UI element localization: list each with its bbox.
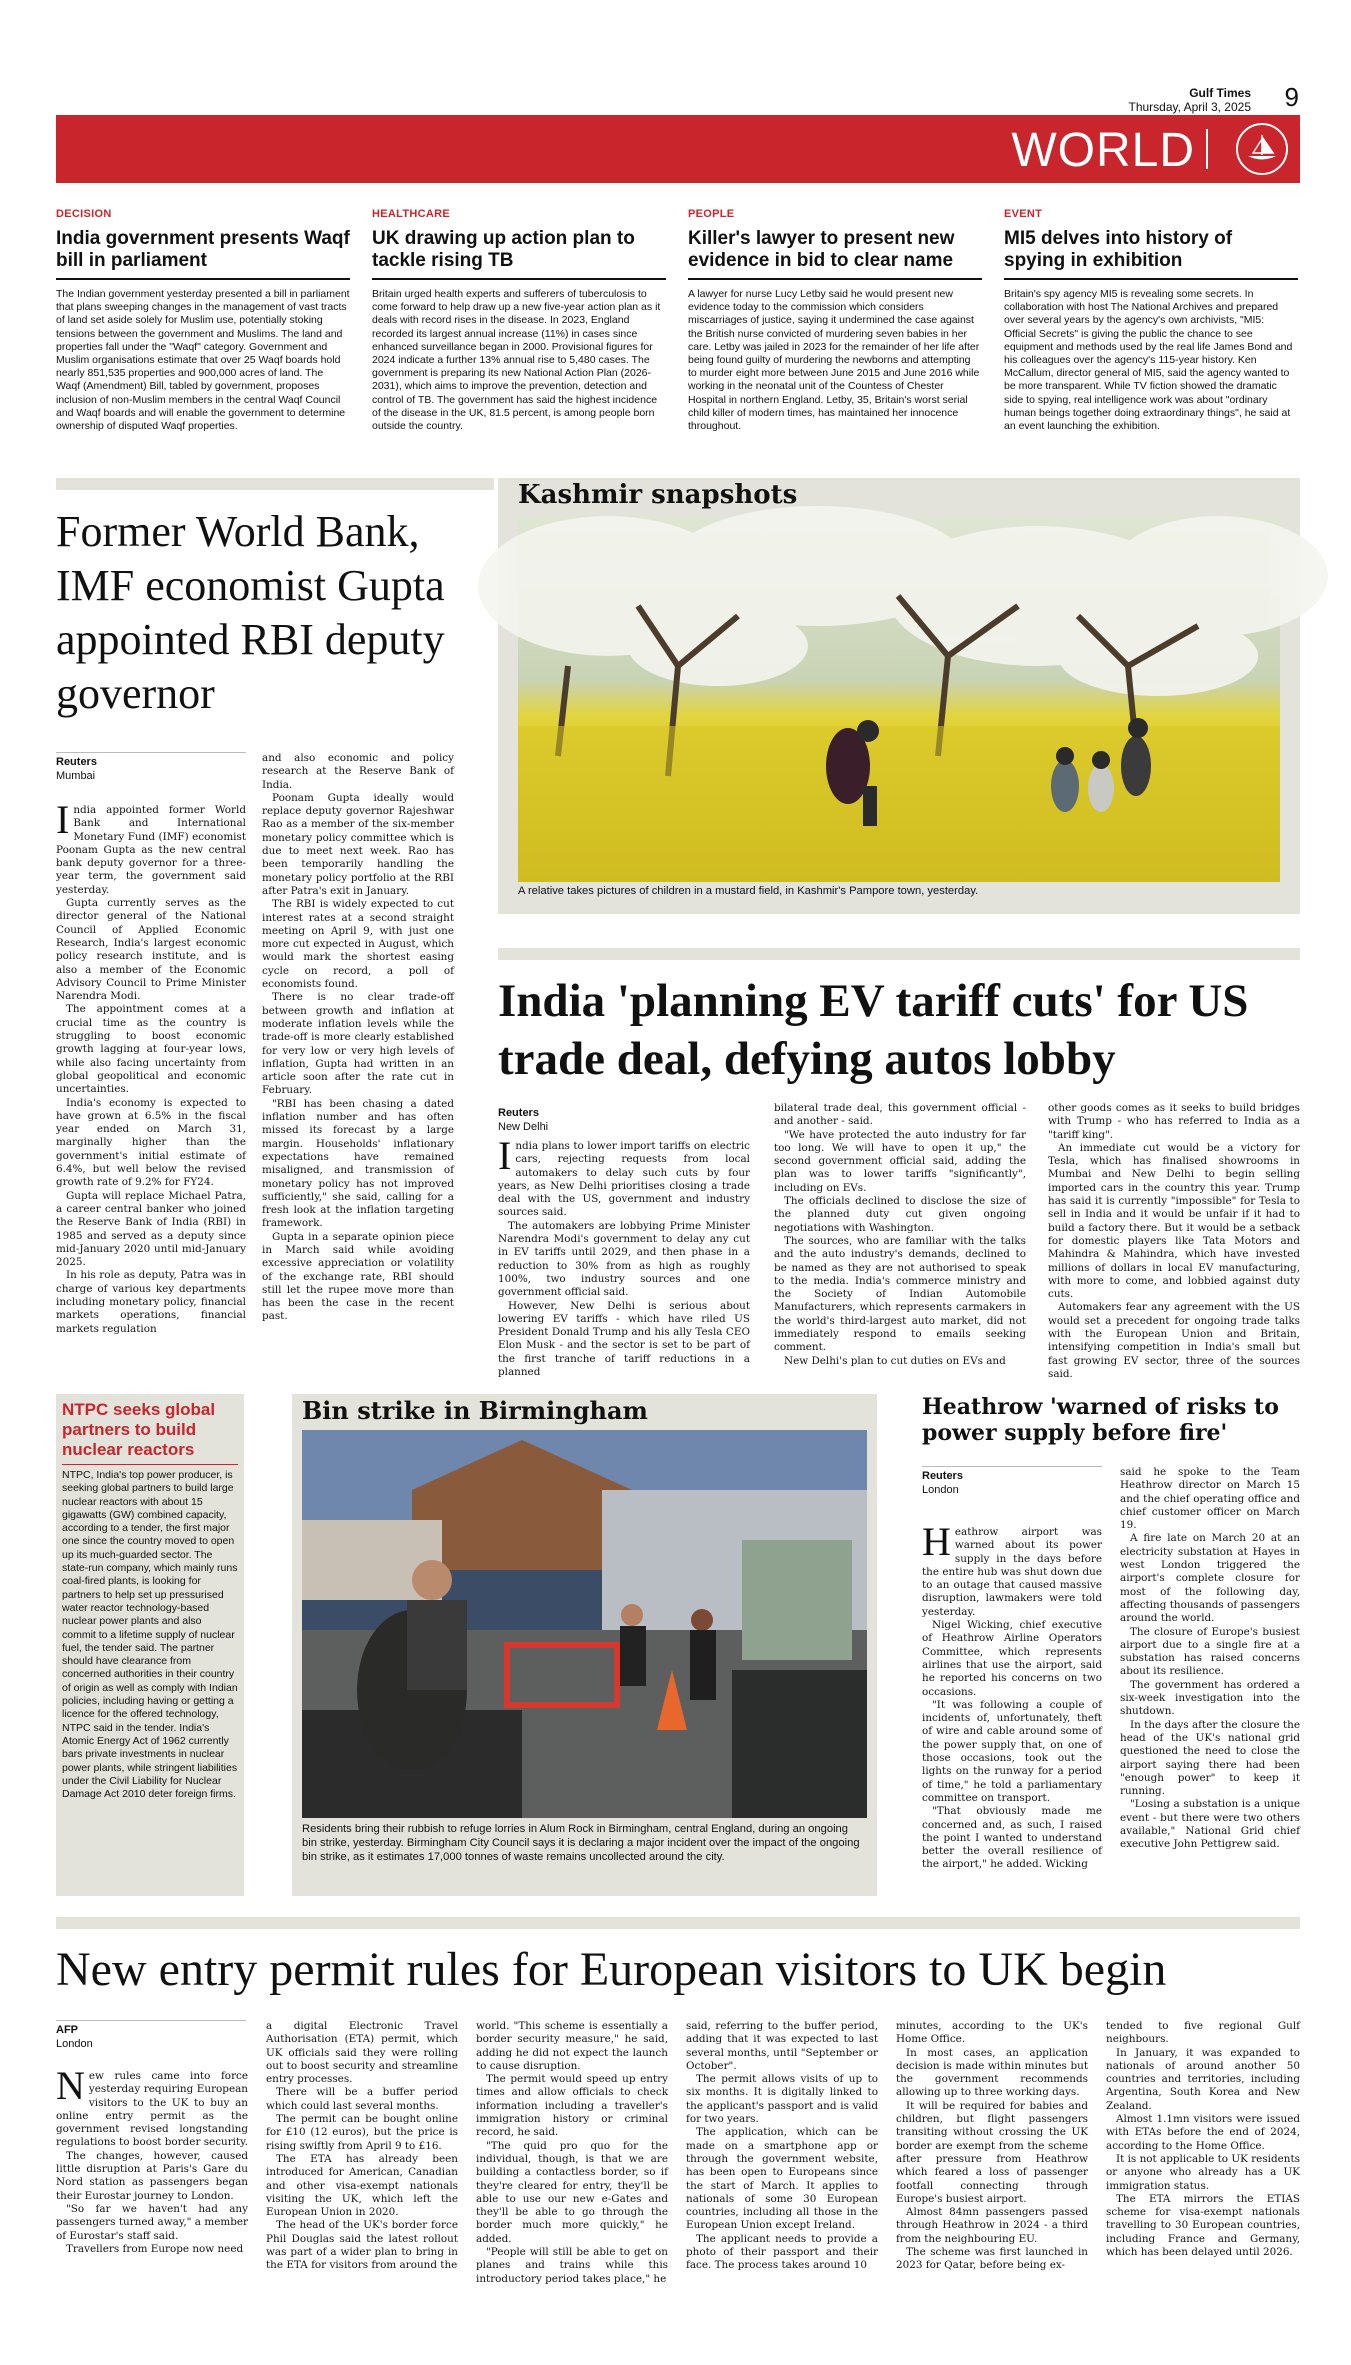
paragraph: The permit can be bought online for £10 (12 euros), but the price is rising swiftly from April 9 to £16.	[266, 2113, 458, 2152]
paragraph: "It was following a couple of incidents of, unfortunately, theft of wire and cable around some of the power supply that, on one of those occasions, took out the lights on the runway for a period of time," he told a parliamentary committee on transport.	[922, 1698, 1102, 1804]
paragraph: The application, which can be made on a smartphone app or through the government website, has been open to Europeans since the start of March. It applies to nationals of some 30 European countries, including all those in the European Union except Ireland.	[686, 2126, 878, 2232]
paragraph: Almost 84mn passengers passed through Heathrow in 2024 - a third from the neighbouring EU.	[896, 2206, 1088, 2245]
dropcap: I	[498, 1133, 512, 1178]
paragraph: The sources, who are familiar with the talks and the auto industry's demands, declined to be named as they are not authorised to speak to the media. India's commerce ministry and the Society of Indian Automobile Manufacturers, which represents carmakers in the world's third-largest auto market, did not immediately respond to emails seeking comment.	[774, 1234, 1026, 1354]
paragraph: The government has ordered a six-week investigation into the shutdown.	[1120, 1678, 1300, 1718]
paragraph: Automakers fear any agreement with the US would set a precedent for ongoing trade talks with the European Union and Britain, intensifying competition in India's small but fast growing EV sector, three of the sources said.	[1048, 1301, 1300, 1380]
eta-column-5	[896, 2020, 1088, 2350]
section-rule	[56, 478, 494, 490]
paragraph: However, New Delhi is serious about lowering EV tariffs - which have riled US President Donald Trump and his ally Tesla CEO Elon Musk - and the sector is set to be part of the first tranche of tariff reductions in a planned	[498, 1299, 750, 1379]
paragraph: Gupta in a separate opinion piece in March said while avoiding excessive appreciation or volatility of the exchange rate, RBI should still let the rupee move more than has been the case in the recent past.	[262, 1230, 454, 1323]
kashmir-panel	[498, 478, 1300, 914]
paragraph: A fire late on March 20 at an electricity substation at Hayes in west London triggered the airport's complete closure for most of the following day, affecting thousands of passengers around the world.	[1120, 1532, 1300, 1625]
paragraph: Gupta will replace Michael Patra, a career central banker who joined the Reserve Bank of India (RBI) in 1985 and served as a deputy since mid-January 2020 until mid-January 2025.	[56, 1189, 246, 1269]
paragraph: The changes, however, caused little disruption at Paris's Gare du Nord station as passengers began their Eurostar journey to London.	[56, 2149, 248, 2202]
paragraph: Nigel Wicking, chief executive of Heathrow Airline Operators Committee, which represents airlines that use the airport, said he reported his concerns on two occasions.	[922, 1619, 1102, 1698]
paragraph: tended to five regional Gulf neighbours.	[1106, 2020, 1300, 2046]
byline-agency: Reuters	[922, 1470, 963, 1482]
brief-headline[interactable]: Killer's lawyer to present new evidence in bid to clear name	[688, 228, 982, 280]
paragraph: "That obviously made me concerned and, as such, I raised the point I wanted to understand better the overall resilience of the airport," he added. Wicking	[922, 1805, 1102, 1871]
paragraph: eathrow airport was warned about its power supply in the days before the entire hub was shut down due to an outage that caused massive disruption, lawmakers were told yesterday.	[922, 1526, 1102, 1618]
section-title: WORLD	[1011, 124, 1195, 177]
byline-place: London	[922, 1484, 959, 1496]
byline-agency: Reuters	[56, 756, 97, 768]
heathrow-headline[interactable]: Heathrow 'warned of risks to power supply before fire'	[922, 1394, 1279, 1446]
bin-strike-panel	[292, 1394, 877, 1896]
publication-name: Gulf Times	[1189, 86, 1251, 100]
paragraph: The applicant needs to provide a photo of their passport and their face. The process takes around 10	[686, 2232, 878, 2272]
page-number: 9	[1284, 82, 1299, 112]
kashmir-photo	[518, 516, 1280, 882]
brief-category: DECISION	[56, 208, 112, 220]
paragraph: There will be a buffer period which could last several months.	[266, 2086, 458, 2112]
paragraph: "So far we haven't had any passengers turned away," a member of Eurostar's staff said.	[56, 2202, 248, 2242]
ev-column-2	[774, 1102, 1026, 1367]
paragraph: Travellers from Europe now need	[66, 2242, 244, 2255]
paragraph: The ETA has already been introduced for American, Canadian and other visa-exempt nationals visiting the UK, which left the European Union in 2020.	[266, 2152, 458, 2219]
eta-column-3	[476, 2020, 668, 2350]
paragraph: other goods comes as it seeks to build bridges with Trump - who has referred to India as a "tariff king".	[1048, 1102, 1300, 1141]
paragraph: The ETA mirrors the ETIAS scheme for visa-exempt nationals travelling to 30 European countries, including France and Germany, which has been delayed until 2026.	[1106, 2192, 1300, 2259]
paragraph: said he spoke to the Team Heathrow director on March 15 and the chief operating office and chief customer officer on March 19.	[1120, 1466, 1300, 1532]
byline-agency: Reuters	[498, 1107, 539, 1119]
section-rule	[56, 1917, 1300, 1929]
paragraph: It is not applicable to UK residents or anyone who already has a UK immigration status.	[1106, 2152, 1300, 2192]
rbi-byline	[56, 752, 246, 783]
brief-headline[interactable]: India government presents Waqf bill in parliament	[56, 228, 350, 280]
section-banner	[56, 115, 1300, 183]
paragraph: The closure of Europe's busiest airport due to a single fire at a substation has raised concerns about its resilience.	[1120, 1625, 1300, 1678]
paragraph: minutes, according to the UK's Home Office.	[896, 2020, 1088, 2046]
paragraph: "Losing a substation is a unique event - but there were two others available," National Grid chief executive John Pettigrew said.	[1120, 1798, 1300, 1851]
paragraph: The RBI is widely expected to cut interest rates at a second straight meeting on April 9, with just one more cut expected in August, which would mark the shortest easing cycle on record, a poll of economists found.	[262, 898, 454, 991]
eta-column-1	[56, 2063, 248, 2350]
paragraph: In most cases, an application decision is made within minutes but the government recommends allowing up to three working days.	[896, 2046, 1088, 2099]
ev-headline[interactable]: India 'planning EV tariff cuts' for US trade deal, defying autos lobby	[498, 975, 1249, 1085]
paragraph: ndia appointed former World Bank and International Monetary Fund (IMF) economist Poonam Gupta as the new central bank deputy governor for a three-year term, the government said yesterday.	[56, 804, 246, 896]
paragraph: world. "This scheme is essentially a border security measure," he said, adding he did not expect the launch to cause disruption.	[476, 2020, 668, 2072]
paragraph: The scheme was first launched in 2023 for Qatar, before being ex-	[896, 2246, 1088, 2272]
paragraph: and also economic and policy research at the Reserve Bank of India.	[262, 752, 454, 791]
brief-mi5	[1004, 208, 1298, 433]
paragraph: bilateral trade deal, this government official - and another - said.	[774, 1102, 1026, 1128]
byline-place: Mumbai	[56, 770, 96, 782]
heathrow-column-1	[922, 1519, 1102, 1896]
paragraph: The appointment comes at a crucial time as the country is struggling to boost economic growth lagging at four-year lows, while also facing uncertainty from global geopolitical and economic uncertainties.	[56, 1003, 246, 1096]
rbi-column-2	[262, 752, 454, 1342]
paragraph: Gupta currently serves as the director general of the National Council of Applied Economic Research, India's largest economic policy research institute, and is also a member of the Economic Advisory Council to Prime Minister Narendra Modi.	[56, 897, 246, 1003]
ev-byline	[498, 1106, 638, 1134]
dhow-logo-icon	[1236, 123, 1288, 175]
paragraph: New Delhi's plan to cut duties on EVs and	[784, 1354, 1006, 1367]
masthead	[1128, 86, 1251, 114]
kashmir-title: Kashmir snapshots	[518, 480, 798, 510]
ntpc-panel	[56, 1394, 244, 1896]
paragraph: The permit would speed up entry times and allow officials to check information including a traveller's immigration history or criminal record, he said.	[476, 2073, 668, 2139]
banner-divider	[1206, 129, 1208, 169]
brief-headline[interactable]: UK drawing up action plan to tackle rising TB	[372, 228, 666, 280]
brief-body: Britain urged health experts and sufferers of tuberculosis to come forward to help draw up a new five-year action plan as it deals with record rises in the disease. In 2023, England recorded its largest annual increase (11%) in cases since enhanced surveillance began in 2000. Provisional figures for 2024 indicate a further 13% annual rise to 5,480 cases. The government is preparing its new National Action Plan (2026-2031), which aims to improve the prevention, detection and control of TB. The government has said the highest incidence of the disease in the UK, 81.5 percent, is among people born outside the country.	[372, 288, 661, 433]
dropcap: H	[922, 1519, 951, 1564]
brief-headline[interactable]: MI5 delves into history of spying in exhibition	[1004, 228, 1298, 280]
paragraph: The automakers are lobbying Prime Minister Narendra Modi's government to delay any cut in EV tariffs until 2029, and then phase in a reduction to 30% from as high as roughly 100%, two industry sources and one government official said.	[498, 1219, 750, 1299]
brief-category: PEOPLE	[688, 208, 735, 220]
byline-agency: AFP	[56, 2024, 78, 2036]
bin-strike-title: Bin strike in Birmingham	[302, 1396, 648, 1425]
ev-column-1	[498, 1133, 750, 1379]
paragraph: India's economy is expected to have grown at 6.5% in the fiscal year ended on March 31, marginally higher than the government's initial estimate of 6.4%, but well below the revised growth rate of 9.2% for FY24.	[56, 1096, 246, 1189]
paragraph: In January, it was expanded to nationals of around another 50 countries and territories, including Argentina, South Korea and New Zealand.	[1106, 2046, 1300, 2112]
paragraph: said, referring to the buffer period, adding that it was expected to last several months, until "September or October".	[686, 2020, 878, 2072]
eta-column-4	[686, 2020, 878, 2350]
heathrow-column-2	[1120, 1466, 1300, 1896]
byline-place: New Delhi	[498, 1121, 549, 1133]
ntpc-headline[interactable]: NTPC seeks global partners to build nuclear reactors	[62, 1400, 238, 1465]
rbi-column-1	[56, 797, 246, 1335]
brief-category: HEALTHCARE	[372, 208, 450, 220]
paragraph: The officials declined to disclose the size of the planned duty cut given ongoing negotiations with Washington.	[774, 1195, 1026, 1234]
paragraph: Poonam Gupta ideally would replace deputy governor Rajeshwar Rao as a member of the six-member monetary policy committee which is due to meet next week. Rao has been temporarily handling the monetary policy portfolio at the RBI after Patra's exit in January.	[262, 791, 454, 897]
rbi-headline[interactable]: Former World Bank, IMF economist Gupta appointed RBI deputy governor	[56, 507, 445, 718]
eta-column-6	[1106, 2020, 1300, 2350]
brief-waqf	[56, 208, 350, 433]
paragraph: The head of the UK's border force Phil Douglas said the latest rollout was part of a wider plan to bring in the ETA for visitors from around the	[266, 2219, 458, 2272]
brief-letby	[688, 208, 982, 433]
paragraph: In the days after the closure the head of the UK's national grid questioned the need to close the airport saying there had been "enough power" to keep it running.	[1120, 1718, 1300, 1798]
section-rule	[498, 948, 1300, 960]
brief-body: Britain's spy agency MI5 is revealing some secrets. In collaboration with host The National Archives and prepared over several years by the agency's own archivists, "MI5: Official Secrets" is giving the public the chance to see equipment and methods used by the real life James Bond and his colleagues over the agency's 115-year history. Ken McCallum, director general of MI5, said the agency wanted to be more transparent. While TV fiction showed the dramatic side to spying, real intelligence work was about "ordinary human beings together doing extraordinary things", he said at an event launching the exhibition.	[1004, 288, 1293, 433]
eta-byline	[56, 2020, 246, 2051]
eta-column-2	[266, 2020, 458, 2350]
paragraph: "The quid pro quo for the individual, though, is that we are building a contactless border, so if they're cleared for entry, they'll be able to use our new e-Gates and they'll be able to go through the border much more quickly," he added.	[476, 2139, 668, 2245]
brief-tb	[372, 208, 666, 433]
eta-headline[interactable]: New entry permit rules for European visitors to UK begin	[56, 1943, 1167, 1996]
byline-place: London	[56, 2038, 93, 2050]
paragraph: Almost 1.1mn visitors were issued with ETAs before the end of 2024, according to the Home Office.	[1106, 2113, 1300, 2152]
dropcap: I	[56, 797, 70, 842]
bin-strike-caption: Residents bring their rubbish to refuge lorries in Alum Rock in Birmingham, central England, during an ongoing bin strike, yesterday. Birmingham City Council says it is declaring a major incident over the impact of the ongoing bin strike, as it estimates 17,000 tonnes of waste remains uncollected around the city.	[302, 1823, 860, 1863]
ntpc-body: NTPC, India's top power producer, is seeking global partners to build large nuclear reactors with about 15 gigawatts (GW) combined capacity, according to a tender, the first major one since the country moved to open up its much-guarded sector. The state-run company, which mainly runs coal-fired plants, is looking for partners to help set up pressurised water reactor technology-based nuclear power plants and also commit to a lifetime supply of nuclear fuel, the tender said. The partner should have clearance from concerned authorities in their country of origin as well as comply with Indian policies, including having or getting a licence for the offered technology, NTPC said in the tender. India's Atomic Energy Act of 1962 currently bars private investments in nuclear power plants, while stringent liabilities under the Civil Liability for Nuclear Damage Act 2010 deter foreign firms.	[62, 1469, 238, 1801]
ev-column-3	[1048, 1102, 1300, 1380]
paragraph: The permit allows visits of up to six months. It is digitally linked to the applicant's passport and is valid for two years.	[686, 2073, 878, 2126]
paragraph: ew rules came into force yesterday requiring European visitors to the UK to buy an online entry permit as the government revised longstanding regulations to boost border security.	[56, 2070, 248, 2149]
paragraph: In his role as deputy, Patra was in charge of various key departments including monetary policy, financial markets operations, financial markets regulation	[56, 1269, 246, 1335]
paragraph: An immediate cut would be a victory for Tesla, which has finalised showrooms in Mumbai and New Delhi to begin selling imported cars in the country this year. Trump has said it is currently "impossible" for Tesla to sell in India and it would be unfair if it had to build a factory there. But it would be a setback for domestic players like Tata Motors and Mahindra & Mahindra, which have invested millions of dollars in local EV manufacturing, with more to come, and lobbied against duty cuts.	[1048, 1141, 1300, 1301]
paragraph: "People will still be able to get on planes and trains while this introductory period takes place," he	[476, 2246, 668, 2285]
kashmir-caption: A relative takes pictures of children in a mustard field, in Kashmir's Pampore town, yesterday.	[518, 885, 979, 897]
paragraph: a digital Electronic Travel Authorisation (ETA) permit, which UK officials said they were rolling out to boost security and streamline entry processes.	[266, 2020, 458, 2086]
dropcap: N	[56, 2063, 85, 2108]
issue-date: Thursday, April 3, 2025	[1128, 100, 1251, 114]
paragraph: ndia plans to lower import tariffs on electric cars, rejecting requests from local automakers to delay such cuts by four years, as New Delhi prioritises closing a trade deal with the US, government and industry sources said.	[498, 1140, 750, 1219]
brief-category: EVENT	[1004, 208, 1043, 220]
bin-strike-photo	[302, 1430, 867, 1818]
heathrow-byline	[922, 1466, 1102, 1497]
paragraph: "We have protected the auto industry for far too long. We will have to open it up," the second government official said, adding the plan was to lower tariffs "significantly", including on EVs.	[774, 1128, 1026, 1194]
paragraph: It will be required for babies and children, but flight passengers transiting without crossing the UK border are exempt from the scheme after pressure from Heathrow which feared a loss of passenger footfall connecting through Europe's busiest airport.	[896, 2099, 1088, 2205]
paragraph: There is no clear trade-off between growth and inflation at moderate inflation levels while the trade-off is more clearly established for very low or very high levels of inflation, Gupta had written in an article soon after the rate cut in February.	[262, 991, 454, 1097]
brief-body: A lawyer for nurse Lucy Letby said he would present new evidence today to the commission which considers miscarriages of justice, saying it undermined the case against the British nurse convicted of murdering seven babies in her care. Letby was jailed in 2023 for the remainder of her life after being found guilty of murdering the newborns and attempting to murder eight more between June 2015 and June 2016 while working in the neonatal unit of the Countess of Chester Hospital in northern England. Letby, 35, Britain's worst serial child killer of modern times, has maintained her innocence throughout.	[688, 288, 980, 433]
brief-body: The Indian government yesterday presented a bill in parliament that plans sweeping changes in the management of vast tracts of land set aside solely for Muslim use, potentially stoking tensions between the government and Muslims. The land and properties fall under the "Waqf" category. Government and Muslim organisations estimate that over 25 Waqf boards hold nearly 851,535 properties and 900,000 acres of land. The Waqf (Amendment) Bill, tabled by government, proposes inclusion of non-Muslim members in the central Waqf Council and Waqf boards and will enable the government to determine ownership of disputed Waqf properties.	[56, 288, 350, 433]
paragraph: "RBI has been chasing a dated inflation number and has often missed its forecast by a large margin. Households' inflationary expectations have remained misaligned, and transmission of monetary policy has not improved sufficiently," she said, calling for a fresh look at the inflation targeting framework.	[262, 1097, 454, 1230]
